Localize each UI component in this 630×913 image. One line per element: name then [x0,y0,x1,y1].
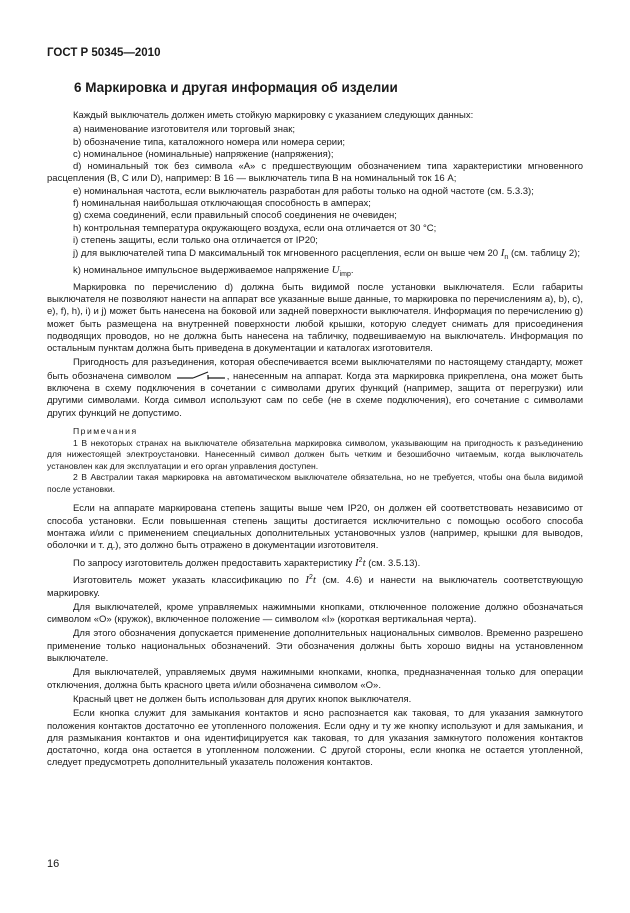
paragraph-two-buttons: Для выключателей, управляемых двумя нажимными кнопками, кнопка, предназначенная только для операции отключения, должна быть красного цвета и/или обозначена символом «О». [47,667,583,691]
list-item: f) номинальная наибольшая отключающая способность в амперах; [73,198,371,210]
i2t-t: t [362,556,366,569]
list-item: е) номинальная частота, если выключатель разработан для работы только на одной частоте (см. 5.3.3); [73,185,534,197]
list-item-k-tail: . [350,265,354,277]
list-item: d) номинальный ток без символа «А» с предшествующим обозначением типа характеристики мгновенного расцепления (В, С или D), например: В 16 — выключатель типа В на номинальный ток 16 А; [47,161,583,185]
list-item: g) схема соединений, если правильный способ соединения не очевиден; [73,210,397,222]
list-item-j-symbol: I [500,247,505,260]
isolation-symbol-icon [175,370,227,380]
paragraph-classification [47,572,583,600]
note-1: 1 В некоторых странах на выключателе обязательна маркировка символом, указывающим на пригодность к разъединению для нижестоящей электроустановки. Нанесенный символ должен быть четким и безошибочно читаемым, когда выключатель установлен как для эксплуатации и его орган управления доступен. [47,437,583,471]
section-title: 6 Маркировка и другая информация об изделии [74,80,398,95]
list-item-k [47,264,583,281]
marking-list [47,124,583,281]
list-item-k-text: k) номинальное импульсное выдерживаемое напряжение [73,265,329,277]
paragraph-national-symbols: Для этого обозначения допускается применение дополнительных национальных символов. Временно разрешено применение только национальных обозначений. Эти обозначения должны быть хорошо видны на установленном выключателе. [47,628,583,665]
list-item-j [47,247,583,264]
notes-title: Примечания [73,425,138,436]
i2t-superscript: 2 [358,556,363,564]
list-item-k-sub: imp [339,271,351,279]
classification-t: t [312,574,316,587]
list-item: c) номинальное (номинальные) напряжение (напряжения); [73,148,334,160]
paragraph-positions: Для выключателей, кроме управляемых нажимными кнопками, отключенное положение должно обозначаться символом «О» (кружок), включенное положение — символом «I» (короткая вертикальная черта). [47,601,583,626]
paragraph-ip-rating: Если на аппарате маркирована степень защиты выше чем IP20, он должен ей соответствовать независимо от способа установки. Если повышенная степень защиты достигается исключительно с помощью особого способа монтажа и/или с применением специальных дополнительных установочных узлов (например, крышки для выводов, оболочки и т. д.), это должно быть отражено в документации изготовителя. [47,503,583,552]
paragraph-red-color: Красный цвет не должен быть использован для других кнопок выключателя. [73,693,412,705]
classification-text-after: (см. 4.6) и нанести на выключатель соответствующую маркировку. [47,575,583,599]
list-item-j-text: j) для выключателей типа D максимальный ток мгновенного расцепления, если он выше чем [73,248,485,260]
paragraph-i2t [47,555,583,570]
page-header: ГОСТ Р 50345—2010 [47,47,161,59]
i2t-symbol: I [354,556,359,569]
i2t-text-before: По запросу изготовитель должен предоставить характеристику [73,557,353,569]
list-item-j-value: 20 [487,248,499,260]
paragraph-marking-location: Маркировка по перечислению d) должна быть видимой после установки выключателя. Если габариты выключателя не позволяют нанести на аппарат все указанные выше данные, то маркировка по перечислениям а), b), с), е), f), h), i) и j) может быть нанесена на боковой или задней поверхности выключателя. Информация по перечислению g) может быть размещена на внутренней поверхности любой крышки, которую следует снимать для присоединения подводящих проводов, но не должна быть нанесена на табличку, подвешиваемую на выключатель. Информация по остальным пунктам должна быть приведена в документации и каталогах изготовителя. [47,281,583,355]
i2t-text-after: (см. 3.5.13). [368,557,421,569]
list-item-k-symbol: U [331,264,340,277]
intro-paragraph: Каждый выключатель должен иметь стойкую маркировку с указанием следующих данных: [73,110,474,121]
list-item: а) наименование изготовителя или торговый знак; [73,124,296,136]
isolation-text-before: Пригодность для разъединения, которая обеспечивается всеми выключателями по настоящему стандарту, может быть обозначена символом [47,357,583,382]
list-item-j-sub: n [504,254,509,262]
classification-symbol: I [305,574,310,587]
classification-superscript: 2 [309,574,313,582]
list-item: h) контрольная температура окружающего воздуха, если она отличается от 30 °С; [73,222,437,234]
paragraph-isolation [47,357,583,419]
list-item-j-tail: (см. таблицу 2); [510,248,580,260]
classification-text-before: Изготовитель может указать классификацию по [73,575,299,587]
notes-block [47,426,583,496]
isolation-text-after: , нанесенным на аппарат. Когда эта маркировка прикреплена, она может быть включена в схему подключения в сочетании с символами других функций (например, защита от перегрузки) или другими символами. Когда символ используют сам по себе (не в схеме подключения), его сочетание с символами других функций не допустимо. [47,370,583,419]
paragraph-button-position: Если кнопка служит для замыкания контактов и ясно распознается как таковая, то для указания замкнутого положения контактов достаточно ее утопленного положения. Если одну и ту же кнопку используют и для замыкания, и для размыкания контактов и она идентифицируется как таковая, то для указания замкнутого положения контактов достаточно, когда она остается в утопленном положении. С другой стороны, если кнопка не остается утопленной, следует предусмотреть дополнительный указатель положения контактов. [47,708,583,769]
list-item: i) степень защиты, если только она отличается от IP20; [73,234,318,246]
page-number: 16 [47,858,60,870]
body-text [47,110,583,772]
list-item: b) обозначение типа, каталожного номера или номера серии; [73,136,346,148]
note-2: 2 В Австралии такая маркировка на автоматическом выключателе обязательна, но не требуется, чтобы она была видимой после установки. [47,472,583,494]
